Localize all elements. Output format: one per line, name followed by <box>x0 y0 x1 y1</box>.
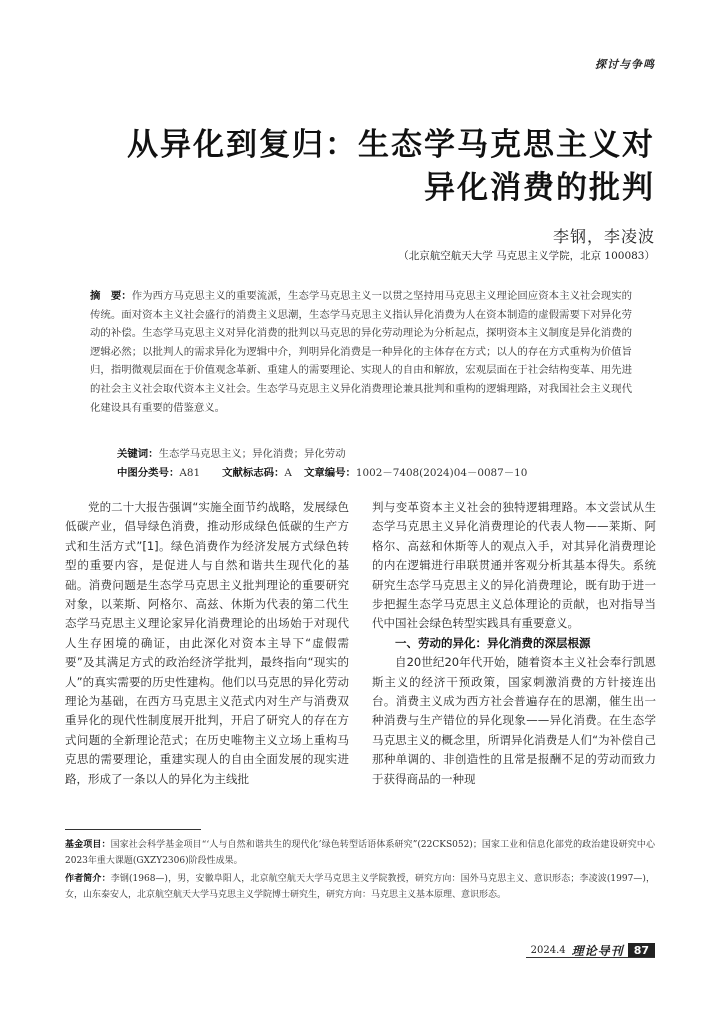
body-paragraph: 党的二十大报告强调“实施全面节约战略，发展绿色低碳产业，倡导绿色消费，推动形成绿色低碳的生产方式和生活方式”[1]。绿色消费作为经济发展方式绿色转型的重要内容，是促进人与自然和谐共生现代化的基础。消费问题是生态学马克思主义批判理论的重要研究对象，以莱斯、阿格尔、高兹、休斯为代表的第二代生态学马克思主义理论家异化消费理论的出场始于对现代人生存困境的确证，由此深化对资本主导下“虚假需要”及其满足方式的政治经济学批判，最终指向“现实的人”的真实需要的历史性建构。他们以马克思的异化劳动理论为基础，在西方马克思主义范式内对生产与消费双重异化的现代性制度展开批判，开启了研究人的存在方式问题的全新理论范式；在历史唯物主义立场上重构马克思的需要理论，重建实现人的自由全面发展的现实进路，形成了一条以人的异化为主线批 <box>65 500 349 786</box>
abstract <box>90 287 632 417</box>
journal-name: 理论导刊 <box>571 943 624 958</box>
issue-date: 2024.4 <box>530 944 566 956</box>
keywords-label: 关键词： <box>117 448 159 460</box>
keywords <box>117 445 346 460</box>
affiliation: （北京航空航天大学 马克思主义学院，北京 100083） <box>398 250 655 262</box>
body-right-column <box>372 498 656 789</box>
article-no-label: 文章编号： <box>303 467 356 479</box>
fund-text: 国家社会科学基金项目“‘人与自然和谐共生的现代化’绿色转型话语体系研究”(22CKS052)；国家工业和信息化部党的政治建设研究中心2023年重大课题(GXZY2306)阶段性成果。 <box>65 840 655 867</box>
abstract-text: 作为西方马克思主义的重要流派，生态学马克思主义一以贯之坚持用马克思主义理论回应资本主义社会现实的传统。面对资本主义社会盛行的消费主义思潮，生态学马克思主义指认异化消费为人在资本制造的虚假需要下对异化劳动的补偿。生态学马克思主义对异化消费的批判以马克思的异化劳动理论为分析起点，探明资本主义制度是异化消费的逻辑必然；以批判人的需求异化为逻辑中介，判明异化消费是一种异化的主体存在方式；以人的存在方式重构为价值旨归，指明微观层面在于价值观念革新、重建人的需要理论、实现人的自由和解放，宏观层面在于社会结构变革、用先进的社会主义社会取代资本主义社会。生态学马克思主义异化消费理论兼具批判和重构的逻辑理路，对我国社会主义现代化建设具有重要的借鉴意义。 <box>90 290 633 414</box>
abstract-label: 摘 要： <box>90 290 132 302</box>
classification-row <box>117 464 527 479</box>
keywords-text: 生态学马克思主义；异化消费；异化劳动 <box>158 448 346 460</box>
body-paragraph: 判与变革资本主义社会的独特逻辑理路。本文尝试从生态学马克思主义异化消费理论的代表人物——莱斯、阿格尔、高兹和休斯等人的观点入手，对其异化消费理论的内在逻辑进行串联贯通并客观分析其基本得失。系统研究生态学马克思主义的异化消费理论，既有助于进一步把握生态学马克思主义总体理论的贡献，也对指导当代中国社会绿色转型实践具有重要意义。 <box>372 500 656 631</box>
section-tag: 探讨与争鸣 <box>595 58 655 71</box>
article-title-line1: 从异化到复归：生态学马克思主义对 <box>127 127 655 163</box>
article-title-line2: 异化消费的批判 <box>424 170 655 206</box>
page-number: 87 <box>628 943 655 958</box>
footnote-divider <box>65 829 201 830</box>
body-left-column <box>65 498 349 789</box>
footer-rule <box>526 957 655 958</box>
author-bio-label: 作者简介： <box>65 874 111 884</box>
article-no-value: 1002－7408(2024)04－0087－10 <box>355 467 528 479</box>
body-paragraph: 自20世纪20年代开始，随着资本主义社会奉行凯恩斯主义的经济干预政策，国家刺激消费的方针接连出台。消费主义成为西方社会普遍存在的思潮，催生出一种消费与生产错位的异化现象——异化消费。在生态学马克思主义的概念里，所谓异化消费是人们“为补偿自己那种单调的、非创造性的且常是报酬不足的劳动而致力于获得商品的一种现 <box>372 655 656 786</box>
fund-footnote <box>65 837 655 870</box>
doc-code-value: A <box>284 467 292 479</box>
author-footnote <box>65 871 655 904</box>
author-bio-text: 李钢(1968—)，男，安徽阜阳人，北京航空航天大学马克思主义学院教授，研究方向：国外马克思主义、意识形态；李凌波(1997—)，女，山东泰安人，北京航空航天大学马克思主义学院博士研究生，研究方向：马克思主义基本原理、意识形态。 <box>65 874 655 901</box>
doc-code-label: 文献标志码： <box>222 467 285 479</box>
section-heading: 一、劳动的异化：异化消费的深层根源 <box>395 635 591 650</box>
clc-value: A81 <box>179 467 201 479</box>
authors: 李钢，李凌波 <box>552 227 655 246</box>
clc-label: 中图分类号： <box>117 467 180 479</box>
fund-label: 基金项目： <box>65 840 111 850</box>
